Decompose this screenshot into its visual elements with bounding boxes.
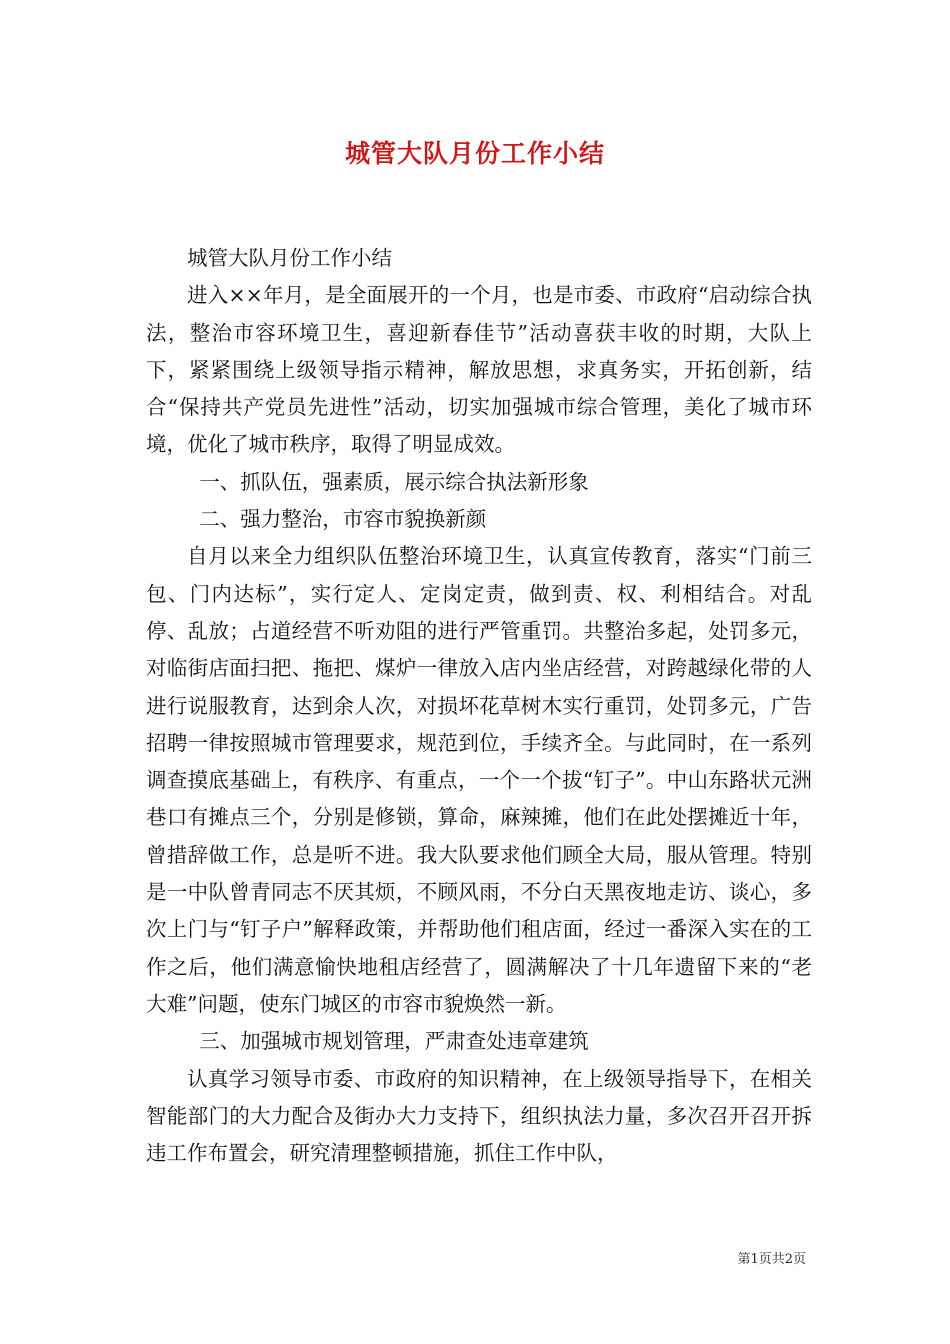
section-2-paragraph: 自月以来全力组织队伍整治环境卫生，认真宣传教育，落实“门前三包、门内达标”，实行定人、定岗定责，做到责、权、利相结合。对乱停、乱放；占道经营不听劝阻的进行严管重罚。共整治多起，处罚多元，对临街店面扫把、拖把、煤炉一律放入店内坐店经营，对跨越绿化带的人进行说服教育，达到余人次，对损坏花草树木实行重罚，处罚多元，广告招聘一律按照城市管理要求，规范到位，手续齐全。与此同时，在一系列调查摸底基础上，有秩序、有重点，一个一个拔“钉子”。中山东路状元洲巷口有摊点三个，分别是修锁，算命，麻辣摊，他们在此处摆摊近十年，曾措辞做工作，总是听不进。我大队要求他们顾全大局，服从管理。特别是一中队曾青同志不厌其烦，不顾风雨，不分白天黑夜地走访、谈心，多次上门与“钉子户”解释政策，并帮助他们租店面，经过一番深入实在的工作之后，他们满意愉快地租店经营了，圆满解决了十几年遗留下来的“老大难”问题，使东门城区的市容市貌焕然一新。	[146, 544, 812, 1016]
intro-paragraph: 进入××年月，是全面展开的一个月，也是市委、市政府“启动综合执法，整治市容环境卫生，喜迎新春佳节”活动喜获丰收的时期，大队上下，紧紧围绕上级领导指示精神，解放思想，求真务实，开拓创新，结合“保持共产党员先进性”活动，切实加强城市综合管理，美化了城市环境，优化了城市秩序，取得了明显成效。	[146, 283, 812, 457]
subtitle-paragraph: 城管大队月份工作小结	[187, 246, 392, 270]
section-heading-2: 二、强力整治，市容市貌换新颜	[199, 507, 487, 532]
section-3-paragraph: 认真学习领导市委、市政府的知识精神，在上级领导指导下，在相关智能部门的大力配合及街办大力支持下，组织执法力量，多次召开召开拆违工作布置会，研究清理整顿措施，抓住工作中队，	[146, 1066, 812, 1166]
section-heading-1: 一、抓队伍，强素质，展示综合执法新形象	[199, 469, 589, 494]
section-heading-3: 三、加强城市规划管理，严肃查处违章建筑	[199, 1029, 589, 1054]
document-title: 城管大队月份工作小结	[344, 139, 605, 168]
page-number-footer: 第1页共2页	[737, 1252, 806, 1267]
document-body	[146, 240, 812, 1172]
